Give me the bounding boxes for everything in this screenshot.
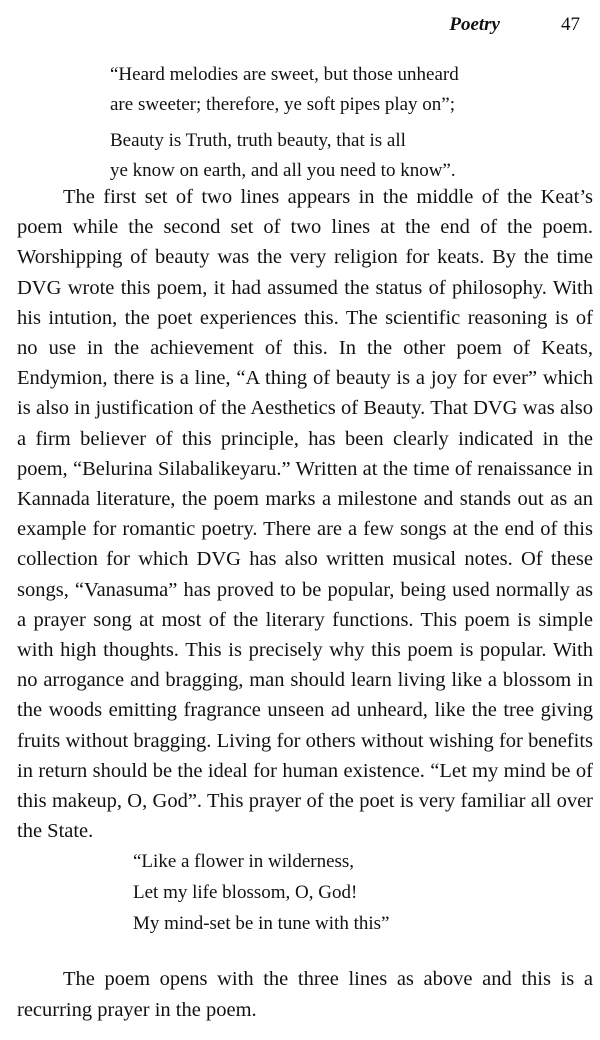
quote-line: Beauty is Truth, truth beauty, that is all — [110, 130, 406, 151]
body-text — [17, 182, 593, 846]
page-number: 47 — [561, 14, 580, 35]
keats-quote-2 — [110, 126, 456, 186]
page-header — [0, 14, 580, 38]
closing-text — [17, 964, 593, 1025]
quote-line: “Heard melodies are sweet, but those unheard — [110, 64, 459, 85]
keats-quote-1 — [110, 60, 459, 120]
poem-line: Let my life blossom, O, God! — [133, 882, 358, 903]
section-title: Poetry — [449, 14, 500, 35]
poem-line: “Like a flower in wilderness, — [133, 851, 355, 872]
quote-line: ye know on earth, and all you need to know”. — [110, 160, 456, 181]
vanasuma-poem-quote — [133, 846, 389, 939]
body-paragraph: The first set of two lines appears in the middle of the Keat’s poem while the second set of two lines at the end of the poem. Worshipping of beauty was the very religion for keats. By the time DVG wrote this poem, it had assumed the status of philosophy. With his intution, the poet experiences this. The scientific reasoning is of no use in the achievement of this. In the other poem of Keats, Endymion, there is a line, “A thing of beauty is a joy for ever” which is also in justification of the Aesthetics of Beauty. That DVG was also a firm believer of this principle, has been clearly indicated in the poem, “Belurina Silabalikeyaru.” Written at the time of renaissance in Kannada literature, the poem marks a milestone and stands out as an example for romantic poetry. There are a few songs at the end of this collection for which DVG has also written musical notes. Of these songs, “Vanasuma” has proved to be popular, being used normally as a prayer song at most of the literary functions. This poem is simple with high thoughts. This is precisely why this poem is popular. With no arrogance and bragging, man should learn living like a blossom in the woods emitting fragrance unseen ad unheard, like the tree giving fruits without bragging. Living for others without wishing for benefits in return should be the ideal for human existence. “Let my mind be of this makeup, O, God”. This prayer of the poet is very familiar all over the State. — [17, 186, 593, 843]
closing-paragraph: The poem opens with the three lines as above and this is a recurring prayer in the poem. — [17, 968, 593, 1021]
quote-line: are sweeter; therefore, ye soft pipes play on”; — [110, 94, 456, 115]
poem-line: My mind-set be in tune with this” — [133, 913, 390, 934]
